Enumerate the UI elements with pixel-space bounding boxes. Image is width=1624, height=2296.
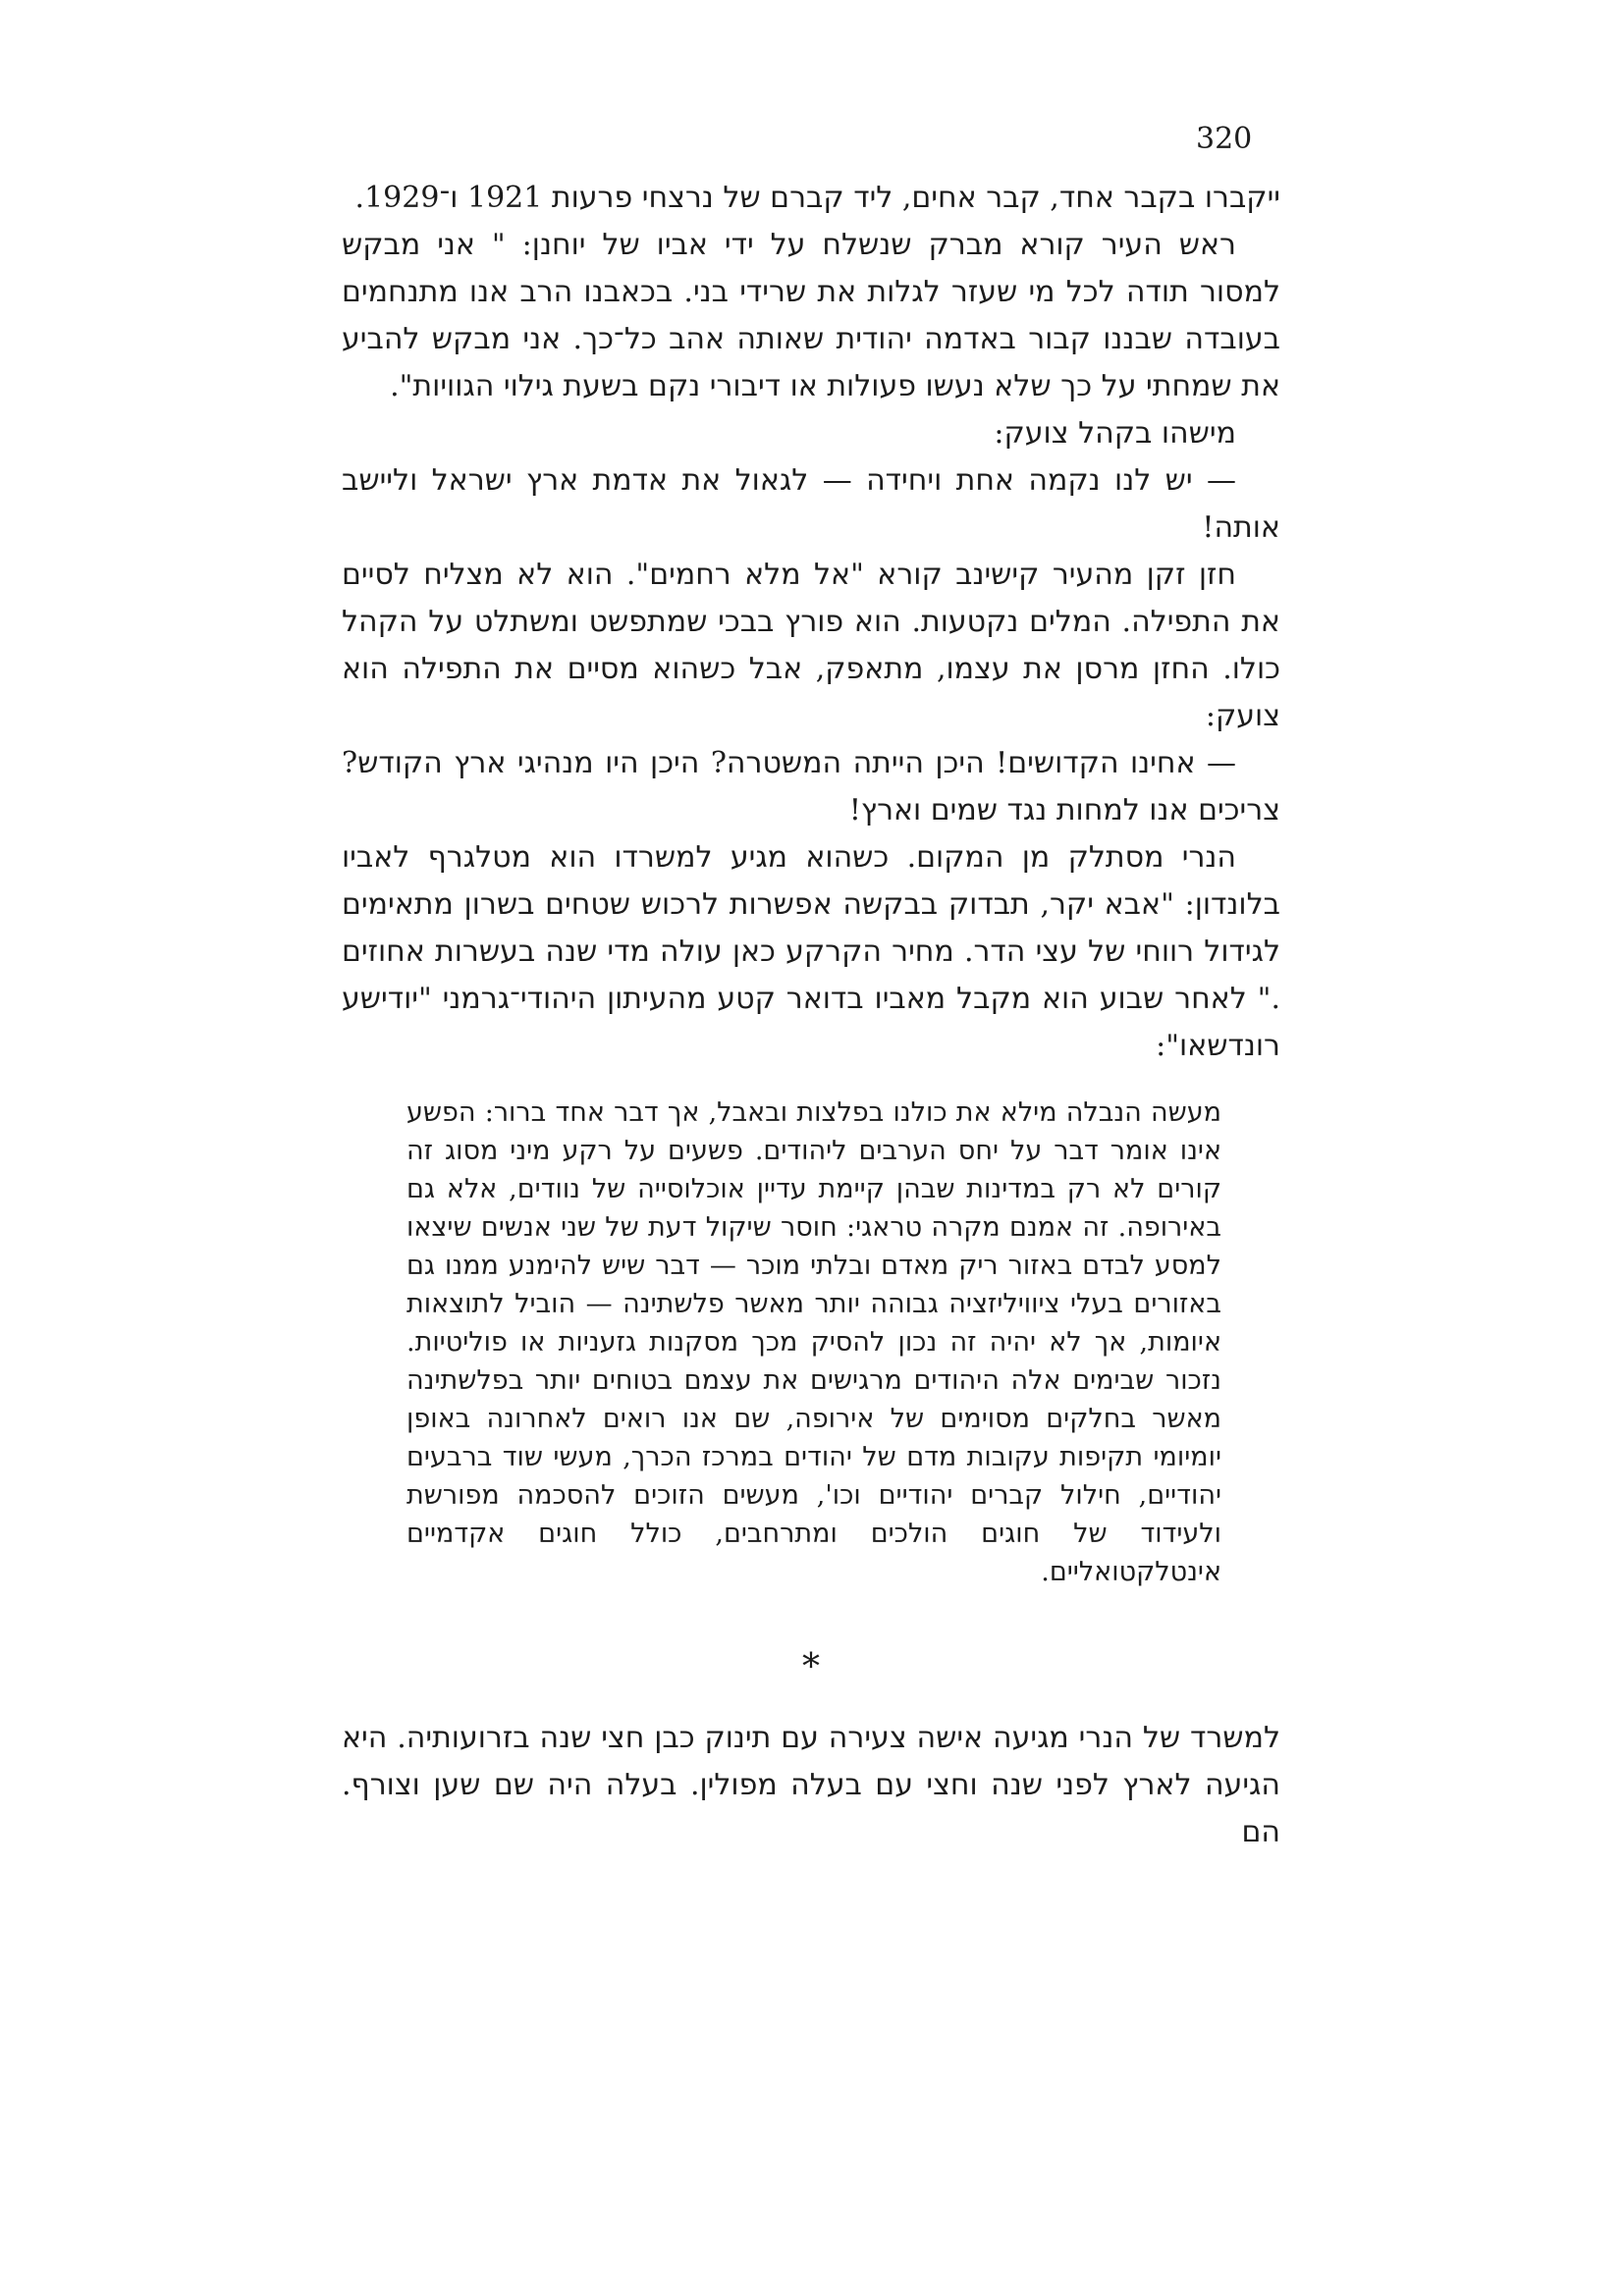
paragraph-cantor: חזן זקן מהעיר קישינב קורא "אל מלא רחמים". הוא לא מצליח לסיים את התפילה. המלים נקטעות. הוא פורץ בבכי שמתפשט ומשתלט על הקהל כולו. החזן מרסן את עצמו, מתאפק, אבל כשהוא מסיים את התפילה הוא צועק: <box>342 558 1280 733</box>
paragraph-burial: ייקברו בקבר אחד, קבר אחים, ליד קברם של נרצחי פרעות 1921 ו־1929. <box>354 181 1280 215</box>
paragraph-henry-telegraph: הנרי מסתלק מן המקום. כשהוא מגיע למשרדו הוא מטלגרף לאביו בלונדון: "אבא יקר, תבדוק בבקשה אפשרות לרכוש שטחים בשרון מתאימים לגידול רווחי של עצי הדר. מחיר הקרקע כאן עולה מדי שנה בעשרות אחוזים ." לאחר שבוע הוא מקבל מאביו בדואר קטע מהעיתון היהודי־גרמני "יודישע רונדשאו": <box>342 840 1281 1063</box>
section-separator-asterisk: * <box>802 1647 820 1687</box>
paragraph-cantor-shout: — אחינו הקדושים! היכן הייתה המשטרה? היכן היו מנהיגי ארץ הקודש? צריכים אנו למחות נגד שמים וארץ! <box>342 746 1280 828</box>
paragraph-young-woman: למשרד של הנרי מגיעה אישה צעירה עם תינוק כבן חצי שנה בזרועותיה. היא הגיעה לארץ לפני שנה וחצי עם בעלה מפולין. בעלה היה שם שען וצורף. הם <box>342 1721 1280 1849</box>
newspaper-quote-block: מעשה הנבלה מילא את כולנו בפלצות ובאבל, אך דבר אחד ברור: הפשע אינו אומר דבר על יחס הערבים ליהודים. פשעים על רקע מיני מסוג זה קורים לא רק במדינות שבהן קיימת עדיין אוכלוסייה של נוודים, אלא גם באירופה. זה אמנם מקרה טראגי: חוסר שיקול דעת של שני אנשים שיצאו למסע לבדם באזור ריק מאדם ובלתי מוכר — דבר שיש להימנע ממנו גם באזורים בעלי ציוויליזציה גבוהה יותר מאשר פלשתינה — הוביל לתוצאות איומות, אך לא יהיה זה נכון להסיק מכך מסקנות גזעניות או פוליטיות. נזכור שבימים אלה היהודים מרגישים את עצמם בטוחים יותר בפלשתינה מאשר בחלקים מסוימים של אירופה, שם אנו רואים לאחרונה באופן יומיומי תקיפות עקובות מדם של יהודים במרכז הכרך, מעשי שוד ברבעים יהודיים, חילול קברים יהודיים וכו', מעשים הזוכים להסכמה מפורשת ולעידוד של חוגים הולכים ומתרחבים, כולל חוגים אקדמיים אינטלקטואליים. <box>406 1097 1221 1587</box>
paragraph-crowd-shout-intro: מישהו בקהל צועק: <box>994 416 1236 451</box>
text-column <box>342 175 1280 1856</box>
paragraph-mayor-telegram: ראש העיר קורא מברק שנשלח על ידי אביו של יוחנן: " אני מבקש למסור תודה לכל מי שעזר לגלות את שרידי בני. בכאבנו הרב אנו מתנחמים בעובדה שבננו קבור באדמה יהודית שאותה אהב כל־כך. אני מבקש להביע את שמחתי על כך שלא נעשו פעולות או דיבורי נקם בשעת גילוי הגוויות". <box>342 228 1280 403</box>
paragraph-revenge-line: — יש לנו נקמה אחת ויחידה — לגאול את אדמת ארץ ישראל וליישב אותה! <box>342 463 1280 545</box>
page-number: 320 <box>1196 122 1253 156</box>
